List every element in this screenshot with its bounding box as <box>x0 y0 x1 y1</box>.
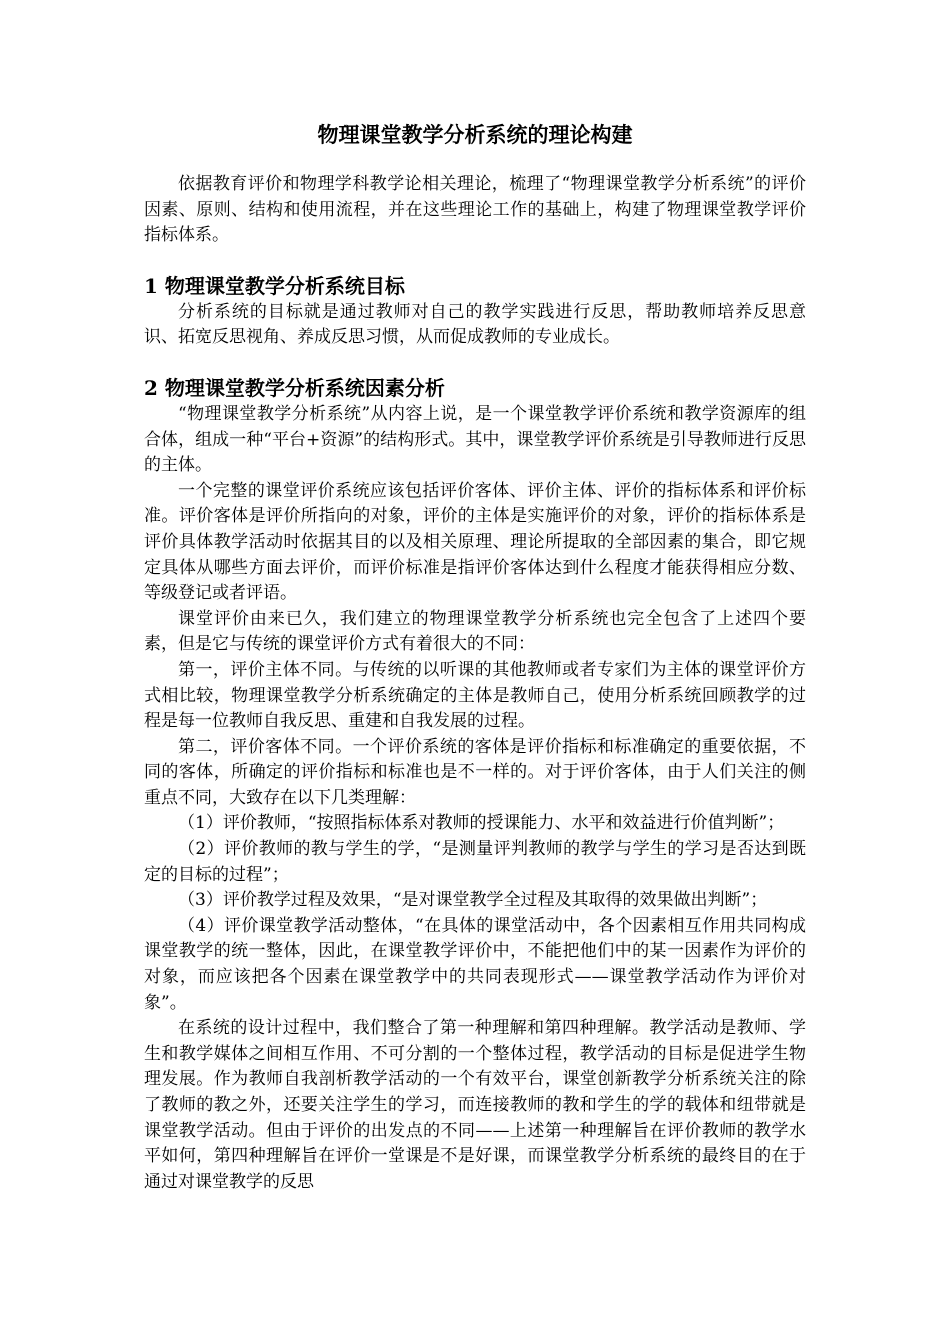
section-heading: 2 物理课堂教学分析系统因素分析 <box>144 375 445 400</box>
body-paragraph: 第二，评价客体不同。一个评价系统的客体是评价指标和标准确定的重要依据，不同的客体，所确定的评价指标和标准也是不一样的。对于评价客体，由于人们关注的侧重点不同，大致存在以下几类理解： <box>144 736 806 808</box>
list-item: （4）评价课堂教学活动整体，“在具体的课堂活动中，各个因素相互作用共同构成课堂教学的统一整体，因此，在课堂教学评价中，不能把他们中的某一因素作为评价的对象，而应该把各个因素在课堂教学中的共同表现形式——课堂教学活动作为评价对象”。 <box>144 915 806 1013</box>
body-paragraph: 分析系统的目标就是通过教师对自己的教学实践进行反思，帮助教师培养反思意识、拓宽反思视角、养成反思习惯，从而促成教师的专业成长。 <box>144 301 806 348</box>
body-paragraph: “物理课堂教学分析系统”从内容上说，是一个课堂教学评价系统和教学资源库的组合体，组成一种“平台+资源”的结构形式。其中，课堂教学评价系统是引导教师进行反思的主体。 <box>144 403 806 476</box>
section-factor-analysis <box>144 375 806 1195</box>
list-item: （3）评价教学过程及效果，“是对课堂教学全过程及其取得的效果做出判断”； <box>178 890 768 911</box>
body-paragraph: 课堂评价由来已久，我们建立的物理课堂教学分析系统也完全包含了上述四个要素，但是它与传统的课堂评价方式有着很大的不同： <box>144 608 806 655</box>
body-paragraph: 一个完整的课堂评价系统应该包括评价客体、评价主体、评价的指标体系和评价标准。评价客体是评价所指向的对象，评价的主体是实施评价的对象，评价的指标体系是评价具体教学活动时依据其目的以及相关原理、理论所提取的全部因素的集合，即它规定具体从哪些方面去评价，而评价标准是指评价客体达到什么程度才能获得相应分数、等级登记或者评语。 <box>144 480 806 604</box>
section-goal <box>144 273 806 351</box>
intro-paragraph: 依据教育评价和物理学科教学论相关理论，梳理了“物理课堂教学分析系统”的评价因素、原则、结构和使用流程，并在这些理论工作的基础上，构建了物理课堂教学评价指标体系。 <box>144 174 806 246</box>
body-paragraph: 第一，评价主体不同。与传统的以听课的其他教师或者专家们为主体的课堂评价方式相比较，物理课堂教学分析系统确定的主体是教师自己，使用分析系统回顾教学的过程是每一位教师自我反思、重建和自我发展的过程。 <box>144 659 806 732</box>
document-title: 物理课堂教学分析系统的理论构建 <box>317 122 633 147</box>
list-item: （2）评价教师的教与学生的学，“是测量评判教师的教学与学生的学习是否达到既定的目标的过程”； <box>144 839 806 885</box>
list-item: （1）评价教师，“按照指标体系对教师的授课能力、水平和效益进行价值判断”； <box>178 813 785 834</box>
section-heading: 1 物理课堂教学分析系统目标 <box>144 273 405 298</box>
body-paragraph: 在系统的设计过程中，我们整合了第一种理解和第四种理解。教学活动是教师、学生和教学媒体之间相互作用、不可分割的一个整体过程，教学活动的目标是促进学生物理发展。作为教师自我剖析教学活动的一个有效平台，课堂创新教学分析系统关注的除了教师的教之外，还要关注学生的学习，而连接教师的教和学生的学的载体和纽带就是课堂教学活动。但由于评价的出发点的不同——上述第一种理解旨在评价教师的教学水平如何，第四种理解旨在评价一堂课是不是好课，而课堂教学分析系统的最终目的在于通过对课堂教学的反思 <box>144 1018 806 1192</box>
